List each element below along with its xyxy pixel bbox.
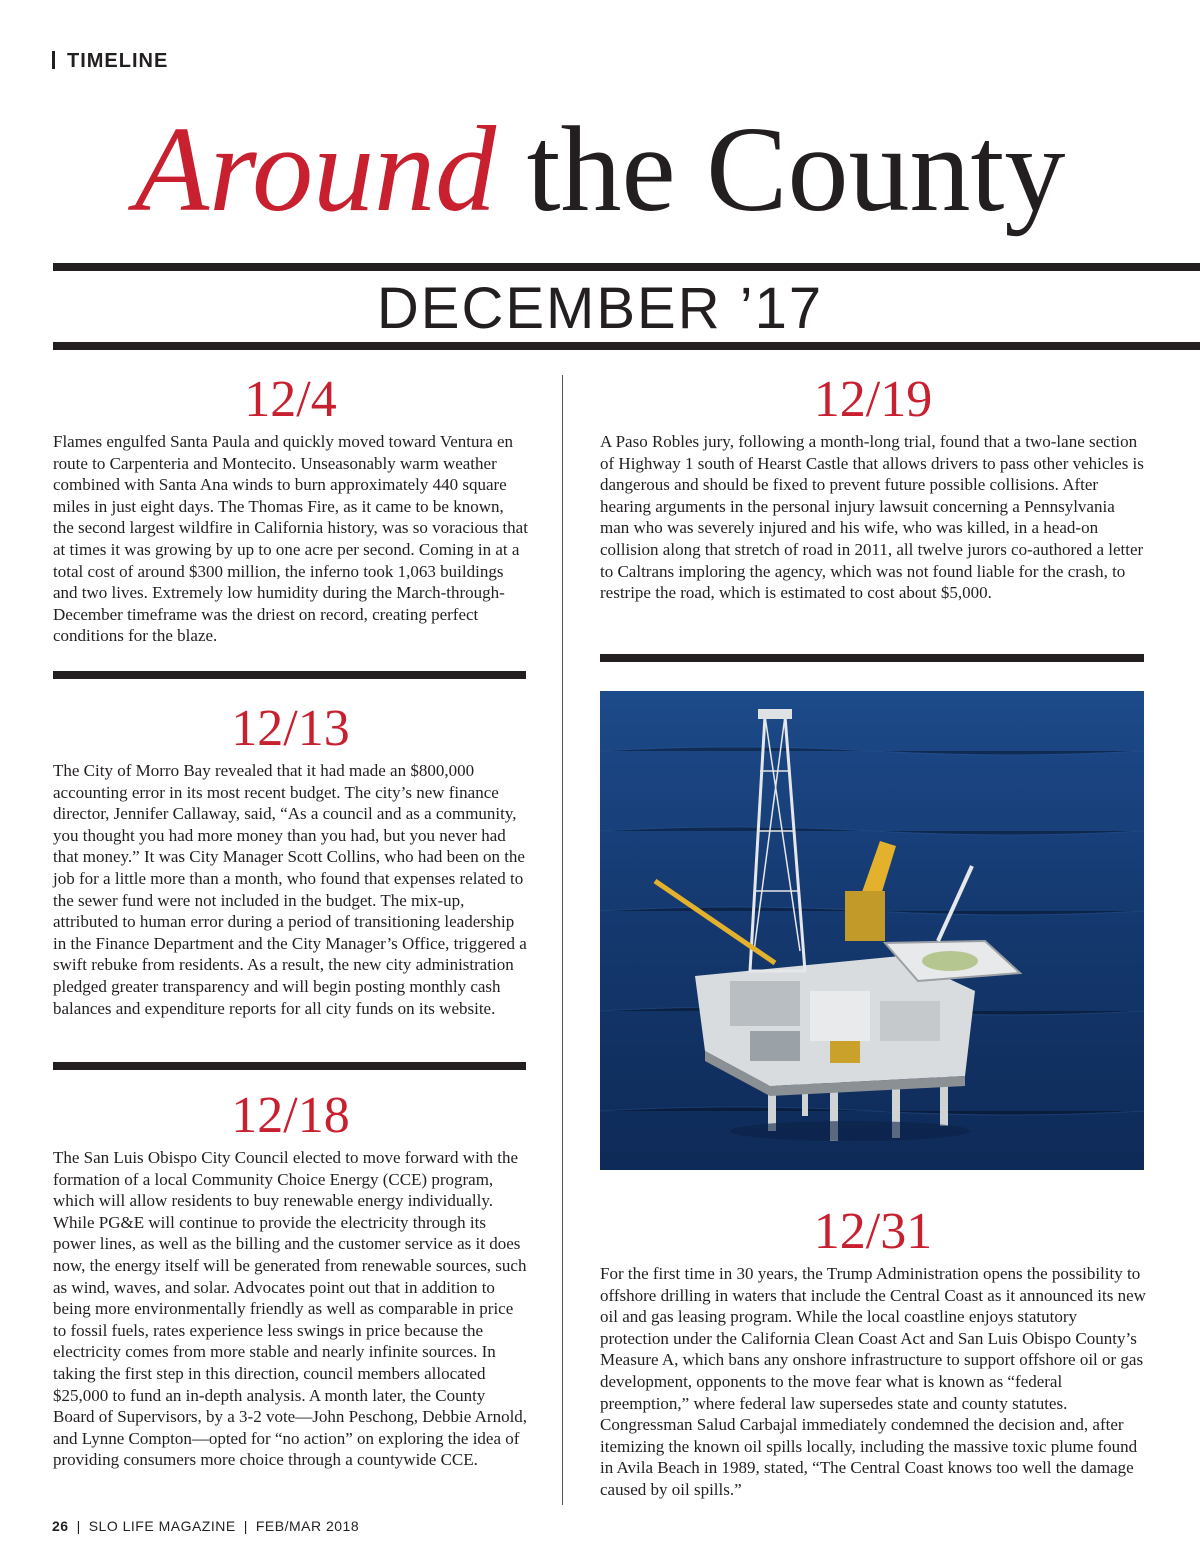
entry-text: The San Luis Obispo City Council elected to move forward with the formation of a local Community Choice Energy (CCE) program, which will allow residents to buy renewable energy individually. While PG&E will continue to provide the electricity through its power lines, as well as the billing and the customer service as it does now, the energy itself will be generated from renewable sources, such as wind, waves, and solar. Advocates point out that in addition to being more environmentally friendly as well as comparable in price to fossil fuels, rates experience less swings in price because the electricity comes from more stable and nearly infinite sources. In taking the first step in this direction, council members allocated $25,000 to fund an in-depth analysis. A month later, the County Board of Supervisors, by a 3-2 vote—John Peschong, Debbie Arnold, and Lynne Compton—opted for “no action” on exploring the idea of providing consumers more choice through a countywide CCE. <box>53 1148 528 1470</box>
timeline-entry-dec-31 <box>600 1203 1146 1501</box>
entry-divider <box>600 654 1144 662</box>
issue-date: FEB/MAR 2018 <box>255 1518 360 1534</box>
entry-divider <box>53 671 526 679</box>
timeline-entry-dec-13 <box>53 700 528 1019</box>
magazine-name: SLO LIFE MAGAZINE <box>88 1518 236 1534</box>
month-rule <box>53 342 1200 350</box>
timeline-entry-dec-18 <box>53 1087 528 1471</box>
timeline-entry-dec-19 <box>600 371 1146 604</box>
entry-text: A Paso Robles jury, following a month-long trial, found that a two-lane section of Highway 1 south of Hearst Castle that allows drivers to pass other vehicles is dangerous and should be fixed to prevent future possible collisions. After hearing arguments in the personal injury lawsuit concerning a Pennsylvania man who was severely injured and his wife, who was killed, in a head-on collision along that stretch of road in 2011, all twelve jurors co-authored a letter to Caltrans imploring the agency, which was not found liable for the crash, to restripe the road, which is estimated to cost about $5,000. <box>600 432 1144 603</box>
section-tag <box>52 50 168 73</box>
month-heading: DECEMBER ’17 <box>376 276 824 341</box>
footer-separator: | <box>76 1518 81 1534</box>
page-number: 26 <box>52 1518 69 1534</box>
page-footer <box>52 1518 359 1534</box>
entry-date: 12/18 <box>231 1087 350 1144</box>
entry-date: 12/4 <box>244 371 337 428</box>
section-tag-label: TIMELINE <box>67 50 169 72</box>
entry-date: 12/19 <box>813 371 933 428</box>
entry-text: For the first time in 30 years, the Trump Administration opens the possibility to offshore drilling in waters that include the Central Coast as it announced its new oil and gas leasing program. While the local coastline enjoys statutory protection under the California Clean Coast Act and San Luis Obispo County’s Measure A, which bans any onshore infrastructure to support offshore oil or gas development, opponents to the move fear what is known as “federal preemption,” where federal law supersedes state and county statutes. Congressman Salud Carbajal immediately condemned the decision and, after itemizing the known oil spills locally, including the massive toxic plume found in Avila Beach in 1989, stated, “The Central Coast knows too well the damage caused by oil spills.” <box>600 1264 1146 1499</box>
entry-text: Flames engulfed Santa Paula and quickly moved toward Ventura en route to Carpenteria and Montecito. Unseasonably warm weather combined with Santa Ana winds to burn approximately 440 square miles in just eight days. The Thomas Fire, as it came to be known, the second largest wildfire in California history, was so voracious that at times it was growing by up to one acre per second. Coming in at a total cost of around $300 million, the inferno took 1,063 buildings and two lives. Extremely low humidity during the March-through-December timeframe was the driest on record, creating perfect conditions for the blaze. <box>53 432 528 646</box>
entry-text: The City of Morro Bay revealed that it had made an $800,000 accounting error in its most recent budget. The city’s new finance director, Jennifer Callaway, said, “As a council and as a community, you thought you had more money than you had, but you never had that money.” It was City Manager Scott Collins, who had been on the job for a little more than a month, who found that expenses related to the sewer fund were not included in the budget. The mix-up, attributed to human error during a period of transitioning leadership in the Finance Department and the City Manager’s Office, triggered a swift rebuke from residents. As a result, the new city administration pledged greater transparency and will begin posting monthly cash balances and expenditure reports for all city funds on its website. <box>53 761 527 1018</box>
page-title-accent: Around <box>134 102 497 237</box>
entry-divider <box>53 1062 526 1070</box>
page-title <box>0 95 1200 245</box>
top-rule <box>53 263 1200 271</box>
entry-date: 12/13 <box>231 700 350 757</box>
entry-date: 12/31 <box>813 1203 933 1260</box>
footer-separator: | <box>243 1518 248 1534</box>
column-divider <box>562 375 563 1505</box>
section-tag-bar <box>52 51 55 69</box>
timeline-entry-dec-4 <box>53 371 528 647</box>
page-title-rest: the County <box>526 102 1066 237</box>
offshore-oil-platform-photo <box>600 691 1144 1170</box>
